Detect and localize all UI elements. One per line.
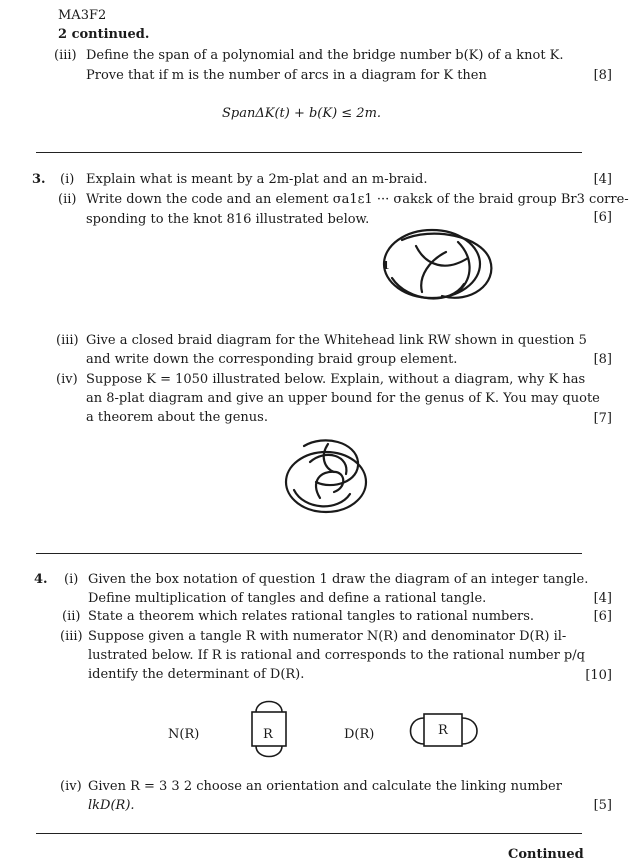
q4-iii-line1: Suppose given a tangle R with numerator N(R) and denominator D(R) il- <box>88 629 567 644</box>
q4-ii-marks: [6] <box>593 609 612 624</box>
q4-iv-label: (iv) <box>60 779 82 794</box>
q2-iii-line1: Define the span of a polynomial and the bridge number b(K) of a knot K. <box>86 48 564 63</box>
q2-iii-marks: [8] <box>593 68 612 83</box>
q3-ii-line1: Write down the code and an element σa1ε1 ··· σakεk of the braid group Br3 corre- <box>86 192 629 207</box>
knot-8-16-diagram <box>372 222 512 310</box>
q2-formula: SpanΔK(t) + b(K) ≤ 2m. <box>222 106 382 121</box>
course-code: MA3F2 <box>58 8 107 23</box>
q4-iii-line3: identify the determinant of D(R). <box>88 667 305 682</box>
footer-continued: Continued <box>508 847 584 862</box>
q3-iii-marks: [8] <box>593 352 612 367</box>
q3-iv-marks: [7] <box>593 411 612 426</box>
q4-i-marks: [4] <box>593 591 612 606</box>
q4-iii-line2: lustrated below. If R is rational and corresponds to the rational number p/q <box>88 648 585 663</box>
q3-i-marks: [4] <box>593 172 612 187</box>
divider-1 <box>36 152 582 153</box>
q4-i-label: (i) <box>64 572 79 587</box>
q4-iv-line2: lkD(R). <box>88 798 135 813</box>
q3-iv-line3: a theorem about the genus. <box>86 410 268 425</box>
q3-ii-line2: sponding to the knot 816 illustrated below. <box>86 212 370 227</box>
knot-10-50-diagram <box>280 432 376 518</box>
q4-iv-line1: Given R = 3 3 2 choose an orientation and calculate the linking number <box>88 779 562 794</box>
q3-iii-line1: Give a closed braid diagram for the Whitehead link RW shown in question 5 <box>86 333 587 348</box>
q4-i-line1: Given the box notation of question 1 draw the diagram of an integer tangle. <box>88 572 589 587</box>
q3-ii-label: (ii) <box>58 192 77 207</box>
q4-ii-text: State a theorem which relates rational tangles to rational numbers. <box>88 609 535 624</box>
q4-i-line2: Define multiplication of tangles and define a rational tangle. <box>88 591 487 606</box>
q4-iii-marks: [10] <box>585 668 612 683</box>
q4-iii-label: (iii) <box>60 629 83 644</box>
continued-heading: 2 continued. <box>58 27 150 42</box>
q3-iv-line1: Suppose K = 1050 illustrated below. Explain, without a diagram, why K has <box>86 372 586 387</box>
denominator-box-label: R <box>438 723 448 738</box>
divider-3 <box>36 833 582 834</box>
q4-iv-marks: [5] <box>593 798 612 813</box>
q4-ii-label: (ii) <box>62 609 81 624</box>
q3-i-text: Explain what is meant by a 2m-plat and an m-braid. <box>86 172 428 187</box>
numerator-box-label: R <box>263 727 273 742</box>
q3-ii-marks: [6] <box>593 210 612 225</box>
q3-iv-line2: an 8-plat diagram and give an upper bound for the genus of K. You may quote <box>86 391 600 406</box>
q3-number: 3. <box>32 172 46 187</box>
denominator-label: D(R) <box>344 727 375 742</box>
knot-8-16-label: 1 <box>382 259 390 272</box>
q3-iii-line2: and write down the corresponding braid group element. <box>86 352 458 367</box>
q3-i-label: (i) <box>60 172 75 187</box>
q3-iv-label: (iv) <box>56 372 78 387</box>
q4-number: 4. <box>34 572 48 587</box>
q2-iii-line2: Prove that if m is the number of arcs in a diagram for K then <box>86 68 487 83</box>
numerator-label: N(R) <box>168 727 200 742</box>
q3-iii-label: (iii) <box>56 333 79 348</box>
divider-2 <box>36 553 582 554</box>
q2-iii-label: (iii) <box>54 48 77 63</box>
